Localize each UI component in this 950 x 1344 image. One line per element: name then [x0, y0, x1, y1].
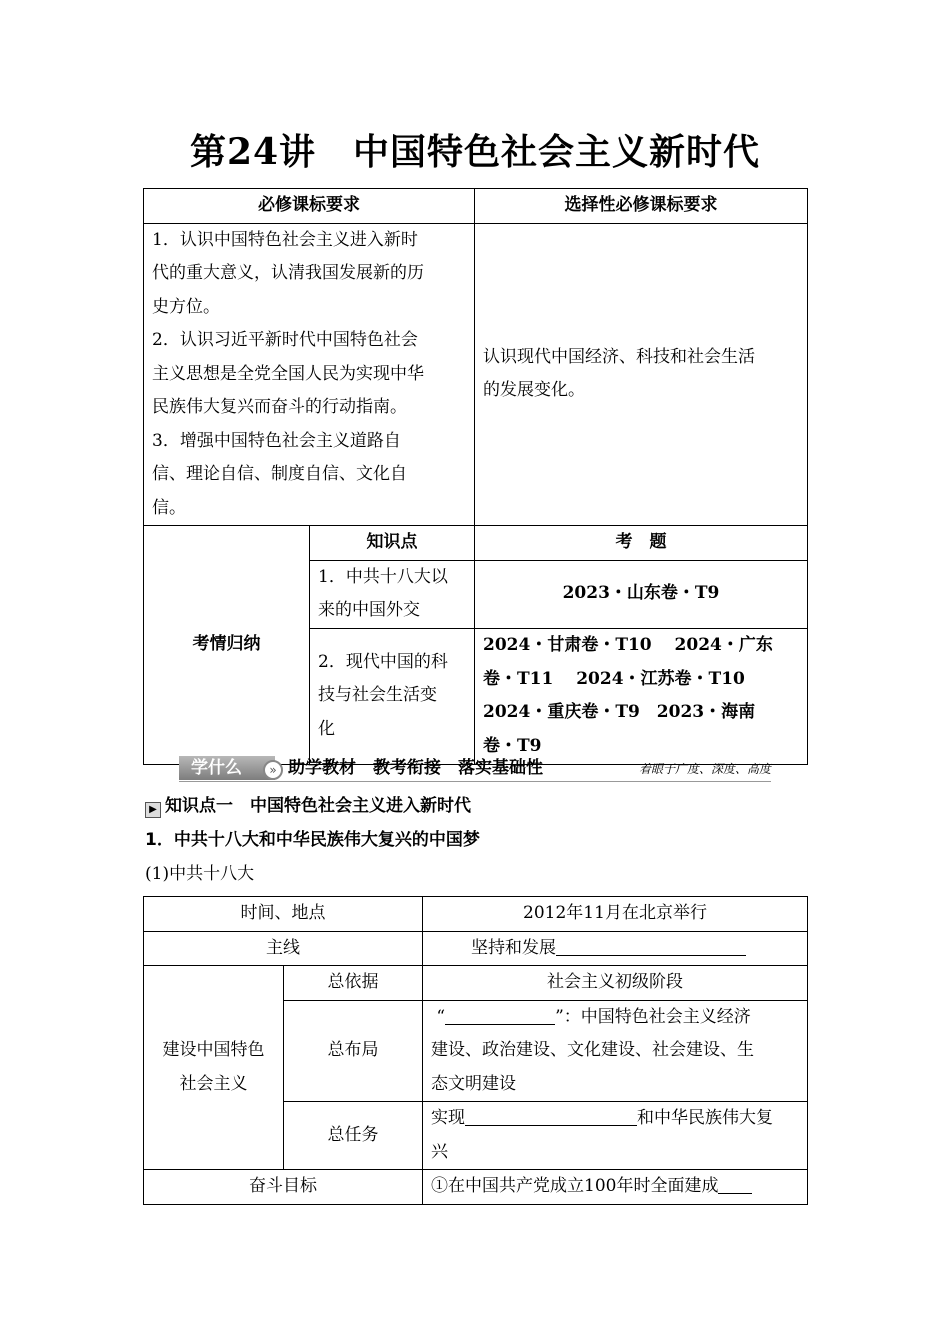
fill-blank[interactable]: [718, 1171, 752, 1194]
question-line: 2023・山东卷・T9: [562, 583, 720, 604]
group-label-line: 社会主义: [179, 1073, 248, 1094]
fill-blank[interactable]: [556, 933, 746, 956]
exam-knowledge-1: [310, 560, 475, 628]
knowledge-line: 2．现代中国的科: [318, 651, 448, 672]
layout-value: [423, 1000, 808, 1102]
col-questions: 考 题: [475, 526, 808, 561]
header-elective: 选择性必修课标要求: [475, 189, 808, 224]
mainline-text: 坚持和发展: [471, 937, 556, 958]
header-required: 必修课标要求: [144, 189, 475, 224]
section-banner: [143, 754, 807, 786]
requirements-table: [143, 188, 808, 765]
task-text: 和中华民族伟大复: [637, 1108, 773, 1128]
exam-knowledge-2: [310, 628, 475, 764]
layout-label: 总布局: [284, 1000, 423, 1102]
group-label: [144, 966, 284, 1170]
knowledge-point-heading: [145, 793, 471, 819]
fill-blank[interactable]: [445, 1002, 555, 1025]
task-line-2: 兴: [431, 1141, 448, 1162]
elective-items: [475, 223, 808, 526]
question-line: 2024・重庆卷・T9 2023・海南: [483, 702, 756, 722]
mainline-label: 主线: [144, 931, 423, 966]
task-label: 总任务: [284, 1102, 423, 1170]
exam-questions-1: [475, 560, 808, 628]
exam-label: 考情归纳: [144, 526, 310, 765]
elective-line: 的发展变化。: [483, 380, 585, 401]
task-text: 实现: [431, 1108, 465, 1128]
required-line: 1．认识中国特色社会主义进入新时: [152, 229, 418, 250]
knowledge-point-label: 知识点一 中国特色社会主义进入新时代: [165, 796, 471, 816]
basis-value: 社会主义初级阶段: [423, 966, 808, 1001]
required-items: [144, 223, 475, 526]
banner-slogan: 着眼于广度、深度、高度: [638, 762, 771, 776]
time-place-value: 2012年11月在北京举行: [423, 897, 808, 932]
section-subheading: (1)中共十八大: [145, 864, 255, 884]
required-line: 主义思想是全党全国人民为实现中华: [152, 363, 424, 384]
mainline-value: [423, 931, 808, 966]
knowledge-line: 化: [318, 718, 335, 739]
quote-open: “: [436, 1006, 446, 1027]
task-line-1: [431, 1102, 799, 1136]
required-line: 3．增强中国特色社会主义道路自: [152, 430, 401, 451]
required-line: 代的重大意义，认清我国发展新的历: [152, 263, 424, 283]
required-line: 2．认识习近平新时代中国特色社会: [152, 330, 418, 350]
task-value: [423, 1102, 808, 1170]
basis-label: 总依据: [284, 966, 423, 1001]
goal-label: 奋斗目标: [144, 1170, 423, 1205]
chevron-right-icon: »: [263, 760, 283, 780]
knowledge-line: 来的中国外交: [318, 600, 420, 620]
required-line: 信。: [152, 497, 186, 518]
goal-value: [423, 1170, 808, 1205]
goal-text: ①在中国共产党成立100年时全面建成: [431, 1176, 719, 1196]
page-title: 第24讲 中国特色社会主义新时代: [189, 131, 761, 173]
question-line: 卷・T9: [483, 735, 542, 756]
fill-blank[interactable]: [465, 1103, 637, 1126]
banner-text: 助学教材 教考衔接 落实基础性: [288, 758, 543, 778]
question-line: 2024・甘肃卷・T10 2024・广东: [483, 635, 773, 655]
layout-text: ”：中国特色社会主义经济: [555, 1006, 751, 1027]
layout-line-1: [431, 1001, 799, 1035]
col-knowledge: 知识点: [310, 526, 475, 561]
section-heading: 1．中共十八大和中华民族伟大复兴的中国梦: [145, 830, 480, 850]
play-icon: ▶: [145, 802, 161, 818]
knowledge-line: 技与社会生活变: [318, 685, 437, 706]
question-line: 卷・T11 2024・江苏卷・T10: [483, 668, 745, 689]
time-place-label: 时间、地点: [144, 897, 423, 932]
required-line: 民族伟大复兴而奋斗的行动指南。: [152, 397, 407, 417]
banner-divider: [179, 781, 771, 782]
group-label-line: 建设中国特色: [162, 1040, 265, 1060]
required-line: 信、理论自信、制度自信、文化自: [152, 464, 407, 484]
knowledge-line: 1．中共十八大以: [318, 566, 448, 587]
elective-line: 认识现代中国经济、科技和社会生活: [483, 346, 755, 367]
congress-table: [143, 896, 808, 1205]
layout-line-2: 建设、政治建设、文化建设、社会建设、生: [431, 1040, 754, 1060]
layout-line-3: 态文明建设: [431, 1073, 516, 1094]
required-line: 史方位。: [152, 296, 220, 317]
exam-questions-2: [475, 628, 808, 764]
banner-tag: 学什么: [179, 756, 275, 780]
